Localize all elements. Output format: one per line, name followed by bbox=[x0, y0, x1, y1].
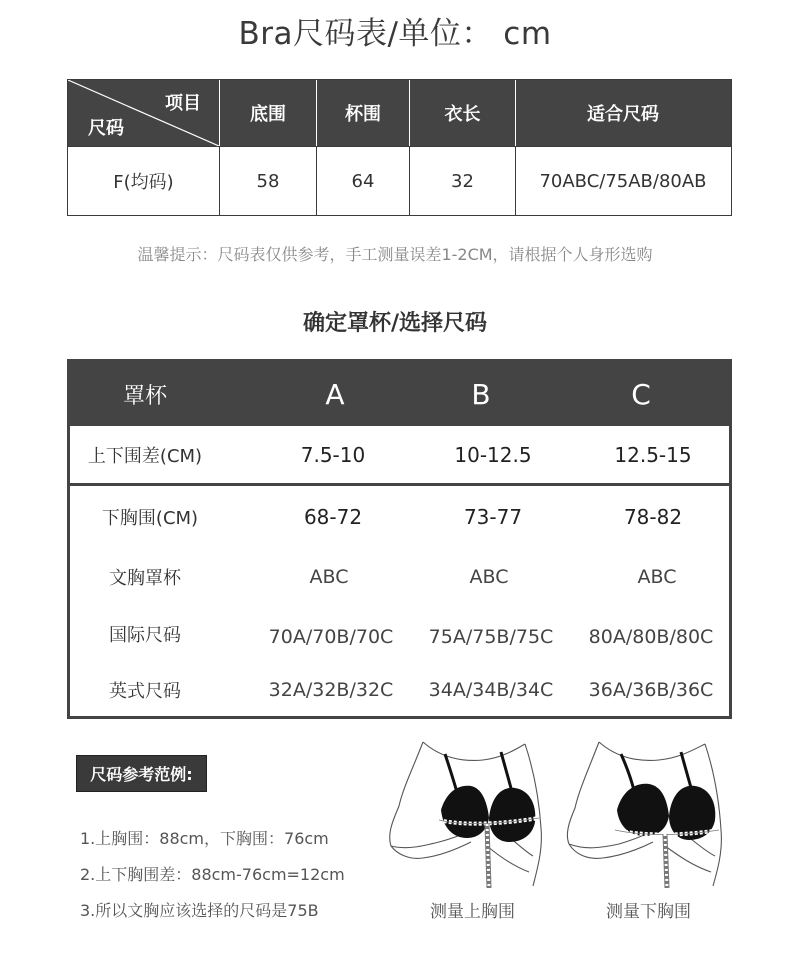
cup-table-header bbox=[70, 362, 729, 426]
row-label-difference: 上下围差(CM) bbox=[87, 445, 203, 467]
under-bust-caption: 测量下胸围 bbox=[606, 902, 691, 922]
international-a: 70A/70B/70C bbox=[268, 626, 394, 648]
header-cup-a: A bbox=[325, 377, 345, 411]
length-value: 32 bbox=[409, 147, 515, 215]
example-line-3: 3.所以文胸应该选择的尺码是75B bbox=[80, 901, 319, 920]
international-b: 75A/75B/75C bbox=[428, 626, 554, 648]
cup-table bbox=[67, 359, 732, 719]
header-length: 衣长 bbox=[409, 80, 515, 146]
header-size-label: 尺码 bbox=[88, 118, 124, 139]
cup-girth-value: 64 bbox=[316, 147, 409, 215]
measure-upper-bust-illustration bbox=[383, 738, 555, 888]
fit-size-value: 70ABC/75AB/80AB bbox=[515, 147, 730, 215]
size-table-header bbox=[68, 80, 731, 146]
bottom-band-value: 58 bbox=[219, 147, 316, 215]
difference-a: 7.5-10 bbox=[300, 442, 366, 467]
header-cup-girth: 杯围 bbox=[316, 80, 409, 146]
table-divider bbox=[70, 483, 729, 486]
row-label-uk: 英式尺码 bbox=[109, 681, 181, 702]
upper-bust-caption: 测量上胸围 bbox=[430, 902, 515, 922]
difference-b: 10-12.5 bbox=[454, 442, 532, 467]
bra-cup-b: ABC bbox=[469, 566, 509, 588]
uk-b: 34A/34B/34C bbox=[428, 679, 554, 701]
row-label-underbust: 下胸围(CM) bbox=[101, 508, 199, 529]
uk-a: 32A/32B/32C bbox=[268, 679, 394, 701]
uk-c: 36A/36B/36C bbox=[588, 679, 714, 701]
difference-c: 12.5-15 bbox=[614, 442, 692, 467]
underbust-b: 73-77 bbox=[463, 505, 523, 529]
header-cup-c: C bbox=[631, 377, 651, 411]
diagonal-header-cell bbox=[68, 80, 219, 146]
header-cup-label: 罩杯 bbox=[122, 383, 167, 409]
row-label-international: 国际尺码 bbox=[109, 625, 181, 646]
measure-under-bust-illustration bbox=[563, 738, 733, 888]
underbust-a: 68-72 bbox=[303, 505, 363, 529]
header-bottom-band: 底围 bbox=[219, 80, 316, 146]
size-table bbox=[67, 79, 732, 216]
page-title: Bra尺码表/单位： cm bbox=[238, 16, 552, 52]
section-title: 确定罩杯/选择尺码 bbox=[302, 311, 488, 336]
size-cell: F(均码) bbox=[113, 172, 174, 193]
header-cup-b: B bbox=[471, 377, 491, 411]
example-badge: 尺码参考范例: bbox=[76, 755, 207, 792]
international-c: 80A/80B/80C bbox=[588, 626, 714, 648]
example-line-2: 2.上下胸围差：88cm-76cm=12cm bbox=[80, 865, 345, 884]
underbust-c: 78-82 bbox=[623, 505, 683, 529]
size-tip: 温馨提示：尺码表仅供参考，手工测量误差1-2CM，请根据个人身形选购 bbox=[137, 245, 653, 264]
row-label-bra-cup: 文胸罩杯 bbox=[109, 568, 181, 589]
size-table-row bbox=[68, 146, 731, 215]
bra-cup-c: ABC bbox=[637, 566, 677, 588]
example-line-1: 1.上胸围：88cm，下胸围：76cm bbox=[80, 829, 329, 848]
bra-cup-a: ABC bbox=[309, 566, 349, 588]
header-fit-size: 适合尺码 bbox=[515, 80, 730, 146]
header-item-label: 项目 bbox=[165, 93, 201, 114]
